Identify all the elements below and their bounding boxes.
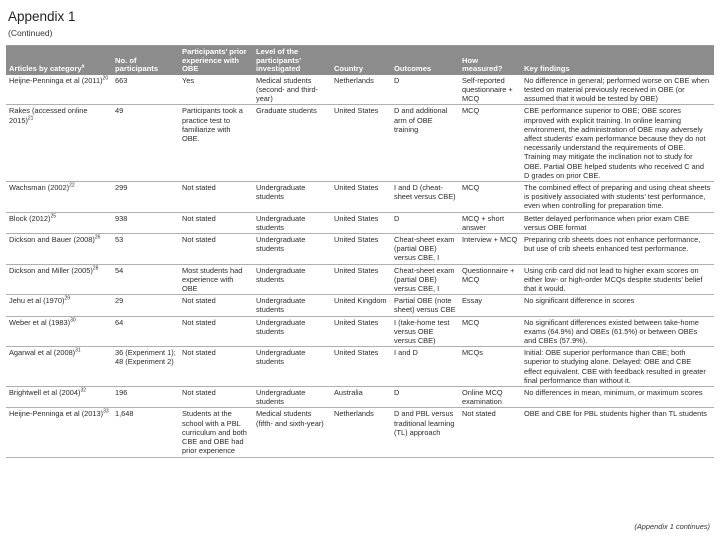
article-citation: Agarwal et al (2008) (9, 348, 76, 358)
outcomes-cell: I and D (cheat-sheet versus CBE) (391, 182, 459, 213)
outcomes-cell: Cheat-sheet exam (partial OBE) versus CBE, I (391, 234, 459, 265)
participants-cell: 938 (112, 212, 179, 233)
how-measured-cell: Self-reported questionnaire + MCQ (459, 75, 521, 105)
reference-number: 30 (70, 317, 76, 324)
table-row (6, 316, 714, 347)
level-cell: Medical students (second- and third-year) (253, 75, 331, 105)
reference-number: 20 (102, 75, 109, 82)
key-findings-cell: Using crib card did not lead to higher exam scores on either low- or high-order MCQs despite students’ belief that it would. (521, 264, 714, 295)
country-cell: United States (331, 264, 391, 295)
level-cell: Undergraduate students (253, 387, 331, 408)
prior-experience-cell: Not stated (179, 212, 253, 233)
how-measured-cell: Questionnaire + MCQ (459, 264, 521, 295)
country-cell: United Kingdom (331, 295, 391, 316)
header-how-measured: How measured? (459, 46, 521, 75)
level-cell: Undergraduate students (253, 264, 331, 295)
article-citation: Dickson and Miller (2005) (9, 265, 93, 275)
reference-number: 32 (80, 387, 87, 394)
reference-number: 25 (50, 213, 57, 220)
article-cell (6, 408, 112, 457)
article-cell (6, 75, 112, 105)
header-level: Level of the participants’ investigated (253, 46, 331, 75)
article-cell (6, 234, 112, 265)
header-participants: No. of participants (112, 46, 179, 75)
reference-number: 33 (103, 409, 109, 416)
key-findings-cell: Initial: OBE superior performance than CBE; both superior to studying alone. Delayed: OBE and CBE effect equivalent. CBE with feedback resulted in greater final performance than without it. (521, 347, 714, 387)
level-cell: Undergraduate students (253, 212, 331, 233)
how-measured-cell: Not stated (459, 408, 521, 457)
key-findings-cell: OBE and CBE for PBL students higher than TL students (521, 408, 714, 457)
outcomes-cell: D and PBL versus traditional learning (TL) approach (391, 408, 459, 457)
article-cell (6, 105, 112, 182)
table-row (6, 264, 714, 295)
article-citation: Block (2012) (9, 213, 51, 223)
key-findings-cell: No difference in general; performed worse on CBE when tested on material previously received in OBE (or assumed that it would be tested by OBE) (521, 75, 714, 105)
reference-number: 28 (92, 265, 99, 272)
prior-experience-cell: Not stated (179, 347, 253, 387)
table-row (6, 75, 714, 105)
continues-note: (Appendix 1 continues) (634, 522, 710, 531)
how-measured-cell: MCQ + short answer (459, 212, 521, 233)
prior-experience-cell: Not stated (179, 387, 253, 408)
article-cell (6, 182, 112, 213)
participants-cell: 663 (112, 75, 179, 105)
article-cell (6, 264, 112, 295)
participants-cell: 64 (112, 316, 179, 347)
table-row (6, 182, 714, 213)
prior-experience-cell: Not stated (179, 234, 253, 265)
reference-number: 21 (27, 115, 34, 122)
key-findings-cell: No significant differences existed between take-home exams (64.9%) and OBEs (61.5%) or between OBEs and CBEs (57.9%). (521, 316, 714, 347)
table-row (6, 408, 714, 457)
reference-number: 31 (75, 347, 81, 354)
how-measured-cell: MCQs (459, 347, 521, 387)
header-country: Country (331, 46, 391, 75)
article-citation: Heijne-Penninga et al (2011) (9, 75, 103, 85)
participants-cell: 53 (112, 234, 179, 265)
outcomes-cell: D and additional arm of OBE training (391, 105, 459, 182)
article-citation: Rakes (accessed online 2015) (9, 106, 88, 125)
prior-experience-cell: Not stated (179, 182, 253, 213)
country-cell: United States (331, 212, 391, 233)
table-row (6, 212, 714, 233)
table-row (6, 387, 714, 408)
prior-experience-cell: Not stated (179, 316, 253, 347)
prior-experience-cell: Students at the school with a PBL curriculum and both CBE and OBE had prior experience (179, 408, 253, 457)
level-cell: Medical students (fifth- and sixth-year) (253, 408, 331, 457)
article-citation: Heijne-Penninga et al (2013) (9, 409, 104, 419)
appendix-table (6, 46, 714, 458)
article-citation: Brightwell et al (2004) (9, 388, 81, 398)
country-cell: Australia (331, 387, 391, 408)
article-cell (6, 316, 112, 347)
participants-cell: 299 (112, 182, 179, 213)
country-cell: United States (331, 182, 391, 213)
outcomes-cell: Partial OBE (note sheet) versus CBE (391, 295, 459, 316)
page-title: Appendix 1 (8, 9, 76, 24)
article-cell (6, 212, 112, 233)
header-prior-experience: Participants’ prior experience with OBE (179, 46, 253, 75)
header-row (6, 46, 714, 75)
article-cell (6, 387, 112, 408)
key-findings-cell: CBE performance superior to OBE; OBE scores improved with explicit training. In online learning environment, the administration of OBE may adversely affect students’ exam performance because they do not necessarily understand the requirements of OBE. Training may mitigate the inclination not to study for OBE. Partial OBE helped students who received C and D grades on prior CBE. (521, 105, 714, 182)
table-row (6, 105, 714, 182)
reference-number: 26 (94, 234, 101, 241)
key-findings-cell: Preparing crib sheets does not enhance performance, but use of crib sheets enhanced test performance. (521, 234, 714, 265)
country-cell: United States (331, 316, 391, 347)
key-findings-cell: The combined effect of preparing and using cheat sheets is positively associated with students’ test performance, even when controlling for preparation time. (521, 182, 714, 213)
prior-experience-cell: Participants took a practice test to familiarize with OBE. (179, 105, 253, 182)
level-cell: Undergraduate students (253, 316, 331, 347)
participants-cell: 1,648 (112, 408, 179, 457)
table-row (6, 295, 714, 316)
country-cell: United States (331, 105, 391, 182)
country-cell: United States (331, 234, 391, 265)
how-measured-cell: Essay (459, 295, 521, 316)
article-cell (6, 295, 112, 316)
country-cell: Netherlands (331, 75, 391, 105)
participants-cell: 49 (112, 105, 179, 182)
outcomes-cell: I (take-home test versus OBE versus CBE) (391, 316, 459, 347)
article-citation: Weber et al (1983) (9, 317, 71, 327)
country-cell: United States (331, 347, 391, 387)
outcomes-cell: D (391, 387, 459, 408)
how-measured-cell: Interview + MCQ (459, 234, 521, 265)
participants-cell: 196 (112, 387, 179, 408)
level-cell: Undergraduate students (253, 347, 331, 387)
header-key-findings: Key findings (521, 46, 714, 75)
key-findings-cell: Better delayed performance when prior exam CBE versus OBE format (521, 212, 714, 233)
article-citation: Wachsman (2002) (9, 183, 70, 193)
table-row (6, 234, 714, 265)
level-cell: Graduate students (253, 105, 331, 182)
prior-experience-cell: Yes (179, 75, 253, 105)
level-cell: Undergraduate students (253, 182, 331, 213)
prior-experience-cell: Not stated (179, 295, 253, 316)
reference-number: 22 (69, 182, 75, 189)
article-citation: Dickson and Bauer (2008) (9, 235, 95, 245)
how-measured-cell: MCQ (459, 105, 521, 182)
country-cell: Netherlands (331, 408, 391, 457)
header-articles: Articles by category$^a$ (6, 46, 112, 75)
outcomes-cell: Cheat-sheet exam (partial OBE) versus CBE, I (391, 264, 459, 295)
header-outcomes: Outcomes (391, 46, 459, 75)
key-findings-cell: No differences in mean, minimum, or maximum scores (521, 387, 714, 408)
key-findings-cell: No significant difference in scores (521, 295, 714, 316)
prior-experience-cell: Most students had experience with OBE (179, 264, 253, 295)
table-row (6, 347, 714, 387)
outcomes-cell: I and D (391, 347, 459, 387)
level-cell: Undergraduate students (253, 234, 331, 265)
outcomes-cell: D (391, 212, 459, 233)
outcomes-cell: D (391, 75, 459, 105)
participants-cell: 54 (112, 264, 179, 295)
participants-cell: 36 (Experiment 1); 48 (Experiment 2) (112, 347, 179, 387)
how-measured-cell: MCQ (459, 316, 521, 347)
page-subtitle: (Continued) (8, 28, 53, 38)
how-measured-cell: MCQ (459, 182, 521, 213)
level-cell: Undergraduate students (253, 295, 331, 316)
article-citation: Jehu et al (1970) (9, 296, 65, 306)
reference-number: 29 (64, 295, 71, 302)
article-cell (6, 347, 112, 387)
participants-cell: 29 (112, 295, 179, 316)
how-measured-cell: Online MCQ examination (459, 387, 521, 408)
